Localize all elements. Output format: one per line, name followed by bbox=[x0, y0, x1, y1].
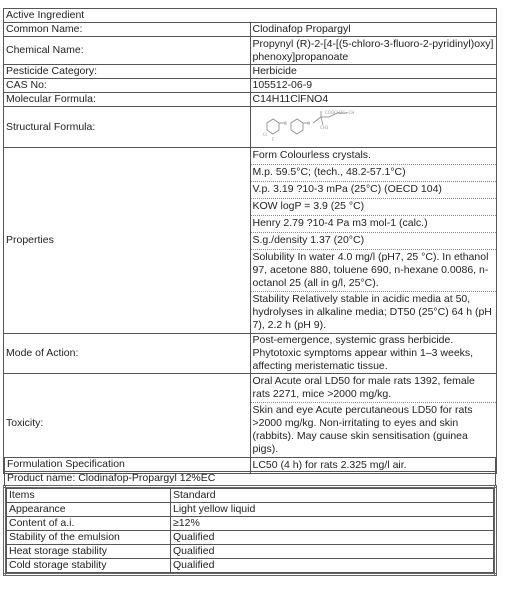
row-label: CAS No: bbox=[4, 79, 251, 93]
table-title: Active Ingredient bbox=[4, 9, 497, 23]
formulation-table bbox=[3, 457, 497, 576]
spec-frame bbox=[5, 487, 496, 575]
property-item: Henry 2.79 ?10-4 Pa m3 mol-1 (calc.) bbox=[251, 215, 497, 232]
row-value: Herbicide bbox=[250, 65, 497, 79]
spec-standard: Standard bbox=[171, 489, 494, 503]
active-ingredient-table bbox=[3, 8, 497, 474]
row-label: Common Name: bbox=[4, 23, 251, 37]
spec-table bbox=[6, 488, 494, 573]
property-item: Stability Relatively stable in acidic media at 50, hydrolyses in alkaline media; DT50 (25°C) 64 h (pH 7), 2.2 h (pH 9). bbox=[251, 291, 497, 333]
spec-standard: Qualified bbox=[171, 531, 494, 545]
svg-text:F: F bbox=[271, 137, 274, 142]
row-label: Pesticide Category: bbox=[4, 65, 251, 79]
table-row bbox=[7, 545, 494, 559]
spec-standard: ≥12% bbox=[171, 517, 494, 531]
property-item: Form Colourless crystals. bbox=[252, 149, 371, 161]
table-row bbox=[7, 559, 494, 573]
toxicity-item: Skin and eye Acute percutaneous LD50 for rats >2000 mg/kg. Non-irritating to eyes and skin (rabbits). May cause skin sensitisation (guinea pigs). bbox=[251, 402, 497, 457]
properties-label: Properties bbox=[4, 148, 251, 334]
mode-of-action-value: Post-emergence, systemic grass herbicide. Phytotoxic symptoms appear within 1–3 weeks, affecting meristematic tissue. bbox=[250, 334, 497, 374]
toxicity-item: LC50 (4 h) for rats 2.325 mg/l air. bbox=[251, 457, 497, 473]
property-item: KOW logP = 3.9 (25 °C) bbox=[251, 198, 497, 215]
property-item: S.g./density 1.37 (20°C) bbox=[251, 232, 497, 249]
table-row bbox=[7, 489, 494, 503]
svg-text:Cl: Cl bbox=[262, 132, 267, 137]
spec-standard: Qualified bbox=[171, 559, 494, 573]
product-name: Product name: Clodinafop-Propargyl 12%EC bbox=[5, 472, 496, 487]
table-row bbox=[7, 531, 494, 545]
svg-text:CH3: CH3 bbox=[319, 125, 328, 130]
structural-formula-cell bbox=[250, 107, 497, 148]
structural-formula-image bbox=[253, 109, 363, 145]
spec-standard: Light yellow liquid bbox=[171, 503, 494, 517]
spec-item: Items bbox=[7, 489, 171, 503]
table-row bbox=[7, 503, 494, 517]
row-value: 105512-06-9 bbox=[250, 79, 497, 93]
mode-of-action-label: Mode of Action: bbox=[4, 334, 251, 374]
row-label: Molecular Formula: bbox=[4, 93, 251, 107]
properties-list bbox=[250, 148, 497, 334]
row-value: Clodinafop Propargyl bbox=[250, 23, 497, 37]
structural-formula-label: Structural Formula: bbox=[4, 107, 251, 148]
spec-standard: Qualified bbox=[171, 545, 494, 559]
spec-item: Stability of the emulsion bbox=[7, 531, 171, 545]
toxicity-item: Oral Acute oral LD50 for male rats 1392, female rats 2271, mice >2000 mg/kg. bbox=[252, 375, 475, 400]
property-item: Solubility In water 4.0 mg/l (pH7, 25 °C). In ethanol 97, acetone 880, toluene 690, n-hexane 0.0086, n-octanol 25 (all in g/l, 25°C). bbox=[251, 249, 497, 291]
toxicity-label: Toxicity: bbox=[4, 374, 251, 474]
spec-item: Appearance bbox=[7, 503, 171, 517]
svg-text:COOCH2C≡CH: COOCH2C≡CH bbox=[324, 110, 354, 115]
row-label: Chemical Name: bbox=[4, 37, 251, 65]
spec-item: Cold storage stability bbox=[7, 559, 171, 573]
svg-text:O: O bbox=[306, 121, 310, 126]
property-item: V.p. 3.19 ?10-3 mPa (25°C) (OECD 104) bbox=[251, 181, 497, 198]
spec-item: Heat storage stability bbox=[7, 545, 171, 559]
property-item: M.p. 59.5°C; (tech., 48.2-57.1°C) bbox=[251, 164, 497, 181]
row-value: Propynyl (R)-2-[4-[(5-chloro-3-fluoro-2-pyridinyl)oxy] phenoxy]propanoate bbox=[250, 37, 497, 65]
svg-text:O: O bbox=[283, 121, 287, 126]
table-row bbox=[7, 517, 494, 531]
formulation-title: Formulation Specification bbox=[5, 458, 496, 472]
spec-item: Content of a.i. bbox=[7, 517, 171, 531]
row-value: C14H11ClFNO4 bbox=[250, 93, 497, 107]
